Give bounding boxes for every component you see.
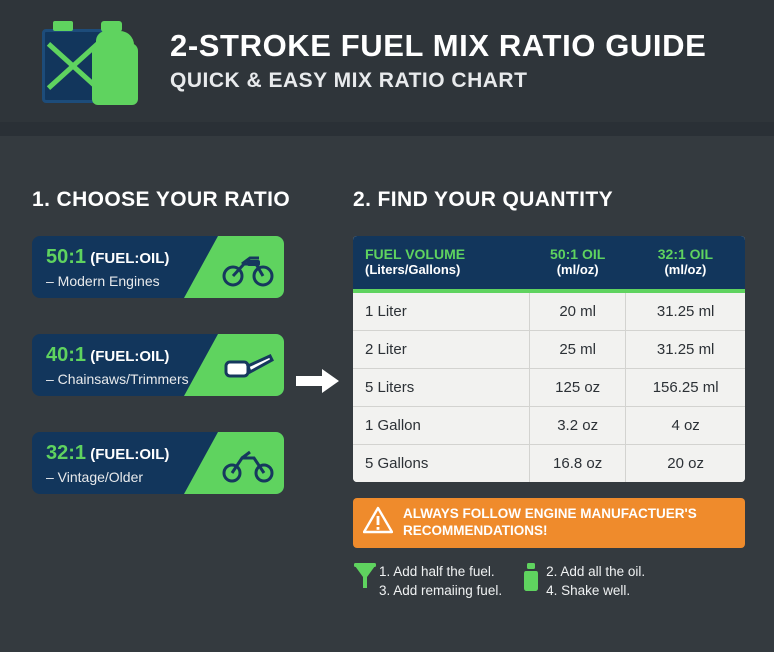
ratio-value: 40:1	[46, 344, 87, 366]
motorcycle-icon	[220, 244, 276, 290]
table-header	[353, 236, 745, 291]
warning-text	[403, 506, 697, 540]
column-header-main: 32:1 OIL	[657, 246, 713, 262]
scooter-icon	[220, 440, 276, 486]
funnel-icon	[353, 562, 379, 597]
warning-banner	[353, 498, 745, 548]
table-row	[353, 407, 745, 445]
ratio-value: 50:1	[46, 246, 87, 268]
step-4: 4. Shake well.	[546, 583, 631, 599]
ratio-label: (FUEL:OIL)	[90, 348, 170, 365]
column-header-sub: (ml/oz)	[664, 262, 707, 277]
oil-bottle-cap	[101, 21, 122, 32]
column-header-fuel-volume	[353, 236, 530, 291]
ratio-card-50-1[interactable]	[32, 236, 284, 298]
cell-50-1: 20 ml	[530, 291, 626, 331]
cell-32-1: 31.25 ml	[626, 291, 745, 331]
header-titles	[170, 29, 706, 93]
cell-32-1: 20 oz	[626, 445, 745, 483]
ratio-line	[46, 246, 169, 269]
table-row	[353, 291, 745, 331]
header	[0, 0, 774, 122]
ratio-card-text	[46, 246, 169, 289]
section-title-choose-ratio: 1. CHOOSE YOUR RATIO	[32, 188, 291, 211]
table-row	[353, 331, 745, 369]
ratio-card-list	[32, 236, 322, 494]
steps-left-lines	[379, 562, 502, 601]
section-title-find-quantity: 2. FIND YOUR QUANTITY	[353, 188, 614, 211]
page-subtitle: QUICK & EASY MIX RATIO CHART	[170, 69, 528, 93]
cell-fuel-volume: 1 Liter	[353, 291, 530, 331]
ratio-description: – Vintage/Older	[46, 469, 144, 485]
cell-32-1: 156.25 ml	[626, 369, 745, 407]
cell-50-1: 25 ml	[530, 331, 626, 369]
steps-col-right	[520, 562, 645, 601]
ratio-card-text	[46, 344, 189, 387]
warning-line-2: RECOMMENDATIONS!	[403, 522, 548, 538]
step-2: 2. Add all the oil.	[546, 563, 646, 579]
ratio-label: (FUEL:OIL)	[90, 446, 170, 463]
steps-right-lines	[546, 562, 645, 601]
cell-32-1: 31.25 ml	[626, 331, 745, 369]
warning-triangle-icon	[363, 506, 393, 539]
find-quantity-section	[353, 188, 745, 601]
cell-fuel-volume: 5 Liters	[353, 369, 530, 407]
ratio-line	[46, 344, 189, 367]
choose-ratio-section	[32, 188, 322, 530]
header-divider	[0, 122, 774, 136]
table-header-row	[353, 236, 745, 291]
ratio-label: (FUEL:OIL)	[90, 250, 170, 267]
oil-bottle-body	[92, 43, 138, 105]
cell-32-1: 4 oz	[626, 407, 745, 445]
ratio-description: – Modern Engines	[46, 273, 160, 289]
arrow-right-icon	[296, 368, 340, 394]
ratio-line	[46, 442, 169, 465]
mixing-steps	[353, 562, 745, 601]
table-row	[353, 369, 745, 407]
cell-fuel-volume: 5 Gallons	[353, 445, 530, 483]
oil-bottle-neck	[104, 29, 119, 51]
cell-fuel-volume: 2 Liter	[353, 331, 530, 369]
cell-50-1: 16.8 oz	[530, 445, 626, 483]
mix-ratio-table	[353, 236, 745, 482]
cell-50-1: 3.2 oz	[530, 407, 626, 445]
chainsaw-icon	[220, 342, 276, 388]
column-header-32-1-oil	[626, 236, 745, 291]
column-header-50-1-oil	[530, 236, 626, 291]
step-3: 3. Add remaiing fuel.	[379, 583, 503, 599]
table-row	[353, 445, 745, 483]
column-header-sub: (ml/oz)	[556, 262, 599, 277]
column-header-main: FUEL VOLUME	[365, 246, 466, 262]
cell-50-1: 125 oz	[530, 369, 626, 407]
page-title: 2-STROKE FUEL MIX RATIO GUIDE	[170, 27, 707, 63]
ratio-description: – Chainsaws/Trimmers	[46, 371, 189, 387]
steps-col-left	[353, 562, 502, 601]
step-1: 1. Add half the fuel.	[379, 563, 495, 579]
ratio-card-40-1[interactable]	[32, 334, 284, 396]
ratio-card-text	[46, 442, 169, 485]
column-header-sub: (Liters/Gallons)	[365, 262, 461, 277]
warning-line-1: ALWAYS FOLLOW ENGINE MANUFACTUER'S	[403, 506, 697, 521]
oil-bottle-icon	[520, 562, 546, 597]
table-body	[353, 291, 745, 482]
ratio-value: 32:1	[46, 442, 87, 464]
oil-bottle-icon	[92, 21, 138, 105]
fuel-can-and-oil-bottle-icon	[36, 15, 146, 107]
column-header-main: 50:1 OIL	[550, 246, 606, 262]
cell-fuel-volume: 1 Gallon	[353, 407, 530, 445]
jerry-can-cap	[53, 21, 73, 31]
ratio-card-32-1[interactable]	[32, 432, 284, 494]
